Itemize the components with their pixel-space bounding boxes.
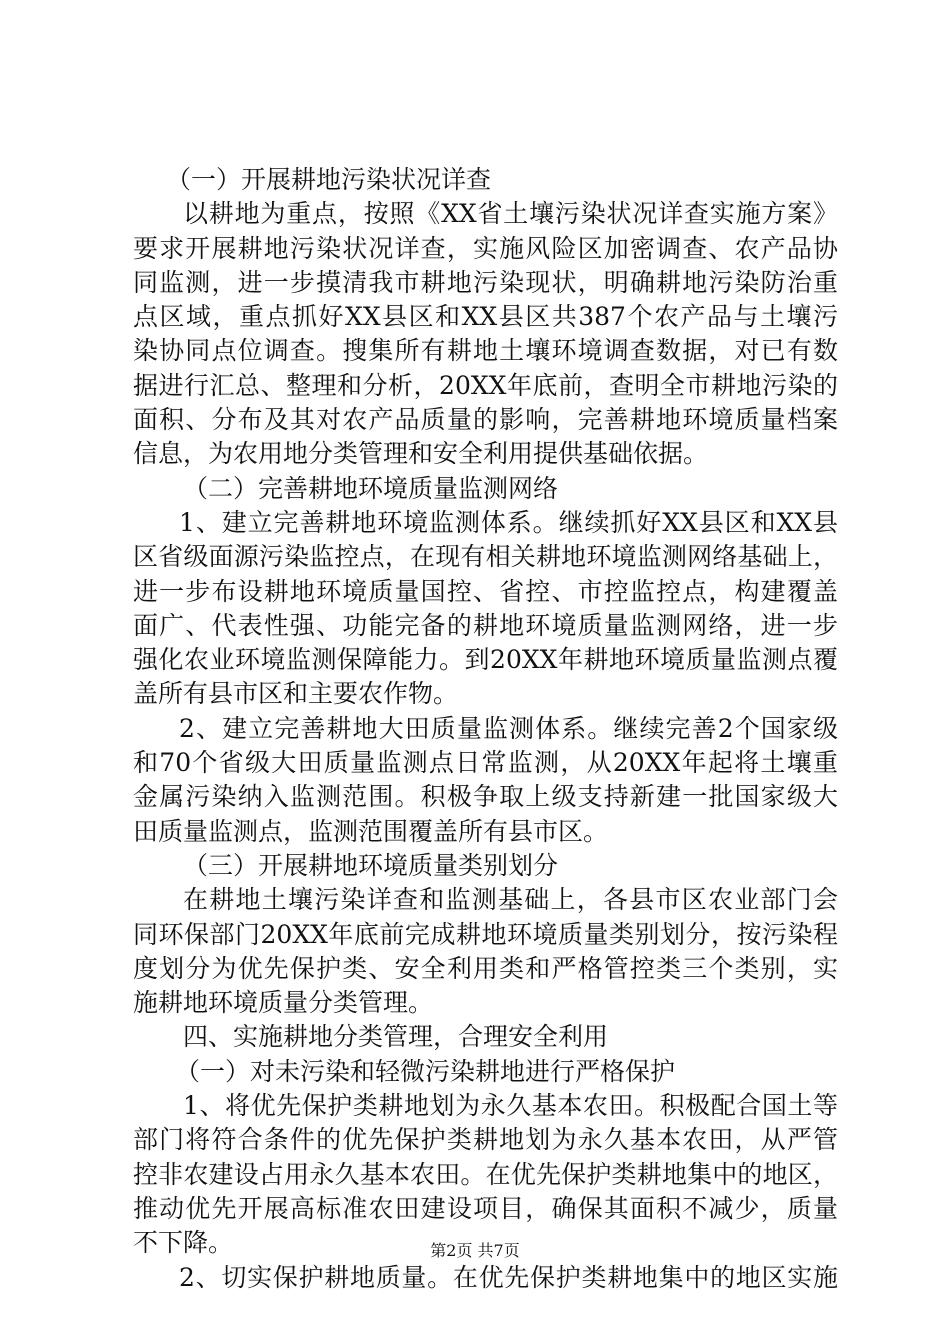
paragraph-line: 推动优先开展高标准农田建设项目，确保其面积不减少，质量 bbox=[133, 1193, 838, 1223]
paragraph-line: 区省级面源污染监控点，在现有相关耕地环境监测网络基础上， bbox=[133, 542, 838, 572]
paragraph-line: 点区域，重点抓好XX县区和XX县区共387个农产品与土壤污 bbox=[133, 302, 838, 332]
paragraph-line: 田质量监测点，监测范围覆盖所有县市区。 bbox=[133, 816, 609, 846]
page-number: 第2页 共7页 bbox=[430, 1241, 520, 1260]
section-heading: 四、实施耕地分类管理，合理安全利用 bbox=[183, 1022, 609, 1052]
section-heading: （一）开展耕地污染状况详查 bbox=[166, 165, 492, 194]
paragraph-line: 和70个省级大田质量监测点日常监测，从20XX年起将土壤重 bbox=[133, 748, 838, 778]
paragraph-line: 1、建立完善耕地环境监测体系。继续抓好XX县区和XX县 bbox=[179, 507, 838, 537]
paragraph-line: 面广、代表性强、功能完备的耕地环境质量监测网络，进一步 bbox=[133, 610, 838, 640]
paragraph-line: 染协同点位调查。搜集所有耕地土壤环境调查数据，对已有数 bbox=[133, 336, 838, 366]
paragraph-line: 以耕地为重点，按照《XX省土壤污染状况详查实施方案》 bbox=[183, 199, 838, 229]
paragraph-line: 信息，为农用地分类管理和安全利用提供基础依据。 bbox=[133, 439, 709, 469]
paragraph-line: 度划分为优先保护类、安全利用类和严格管控类三个类别，实 bbox=[133, 953, 838, 983]
paragraph-line: 同监测，进一步摸清我市耕地污染现状，明确耕地污染防治重 bbox=[133, 267, 838, 297]
section-heading: （一）对未污染和轻微污染耕地进行严格保护 bbox=[175, 1056, 676, 1086]
paragraph-line: 进一步布设耕地环境质量国控、省控、市控监控点，构建覆盖 bbox=[133, 576, 838, 606]
paragraph-line: 盖所有县市区和主要农作物。 bbox=[133, 679, 459, 709]
paragraph-line: 强化农业环境监测保障能力。到20XX年耕地环境质量监测点覆 bbox=[133, 645, 838, 675]
paragraph-line: 要求开展耕地污染状况详查，实施风险区加密调查、农产品协 bbox=[133, 233, 838, 263]
section-heading: （二）完善耕地环境质量监测网络 bbox=[183, 473, 559, 503]
paragraph-line: 控非农建设占用永久基本农田。在优先保护类耕地集中的地区， bbox=[133, 1159, 838, 1189]
paragraph-line: 部门将符合条件的优先保护类耕地划为永久基本农田，从严管 bbox=[133, 1125, 838, 1155]
paragraph-line: 1、将优先保护类耕地划为永久基本农田。积极配合国土等 bbox=[183, 1091, 838, 1121]
paragraph-line: 施耕地环境质量分类管理。 bbox=[133, 988, 434, 1018]
section-heading: （三）开展耕地环境质量类别划分 bbox=[183, 850, 559, 880]
paragraph-line: 金属污染纳入监测范围。积极争取上级支持新建一批国家级大 bbox=[133, 782, 838, 812]
paragraph-line: 2、建立完善耕地大田质量监测体系。继续完善2个国家级 bbox=[179, 713, 838, 743]
paragraph-line: 面积、分布及其对农产品质量的影响，完善耕地环境质量档案 bbox=[133, 405, 838, 435]
paragraph-line: 在耕地土壤污染详查和监测基础上，各县市区农业部门会 bbox=[183, 885, 838, 915]
paragraph-line: 2、切实保护耕地质量。在优先保护类耕地集中的地区实施 bbox=[179, 1262, 838, 1292]
document-body bbox=[133, 163, 838, 1295]
paragraph-line: 同环保部门20XX年底前完成耕地环境质量类别划分，按污染程 bbox=[133, 919, 838, 949]
paragraph-line: 不下降。 bbox=[133, 1228, 234, 1258]
paragraph-line: 据进行汇总、整理和分析，20XX年底前，查明全市耕地污染的 bbox=[133, 370, 838, 400]
